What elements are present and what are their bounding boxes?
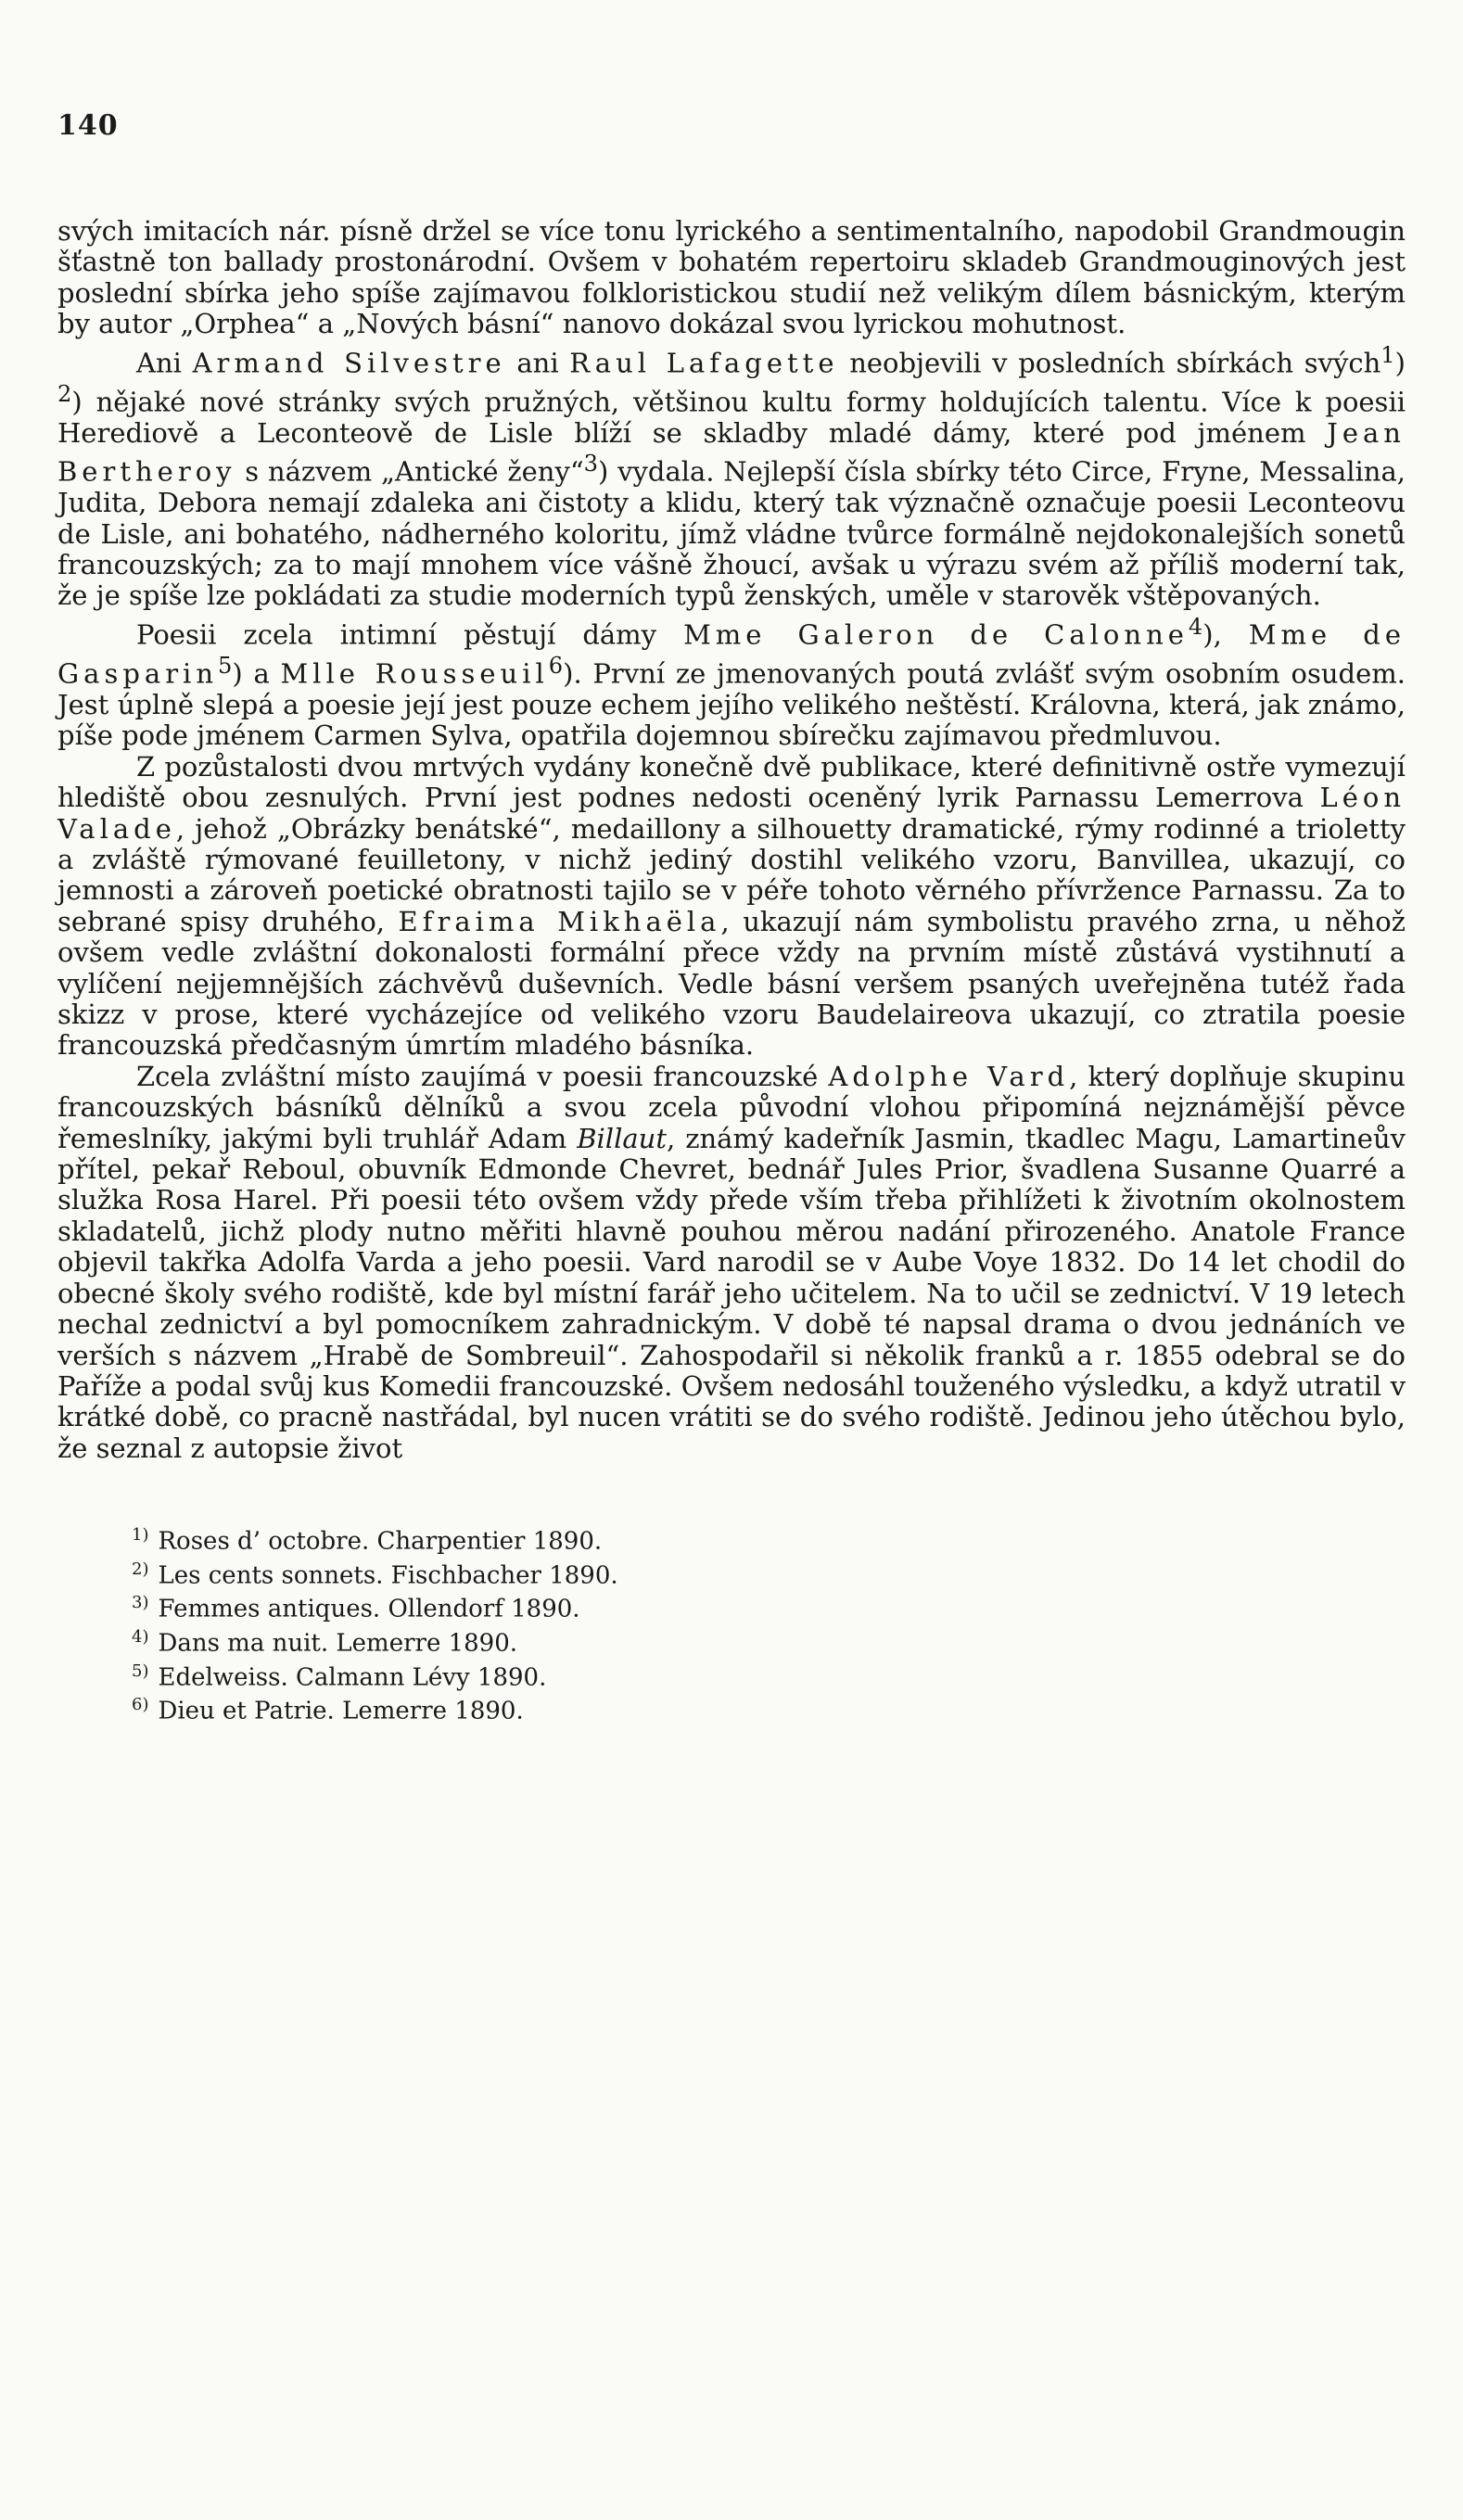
text-run: ) nějaké nové stránky svých pružných, většinou kultu formy holdujících talentu. Více k poesii Herediově a Leconteově de Lisle blíží se skladby mladé dámy, které pod jménem: [57, 386, 1406, 449]
footnote-mark: 1): [132, 1525, 149, 1546]
body-text: [57, 216, 1406, 1464]
author-name: Mlle Rousseuil: [280, 657, 549, 690]
text-run: , který doplňuje skupinu francouzských básníků dělníků a svou zcela původní vlohou připomíná nejznámější pěvce řemeslníky, jakými byli truhlář Adam: [57, 1060, 1406, 1154]
paragraph-2: [57, 340, 1406, 612]
text-run: , ukazují nám symbolistu pravého zrna, u něhož ovšem vedle zvláštní dokonalosti formální přece vždy na prvním místě zůstává vystihnutí a vylíčení nejjemnějších záchvěvů duševních. Vedle básní veršem psaných uveřejněna tutéž řada skizz v prose, které vycházejíce od velikého vzoru Baudelaireova ukazují, co ztratila poesie francouzská předčasným úmrtím mladého básníka.: [57, 905, 1406, 1062]
text-run: ). První ze jmenovaných poutá zvlášť svým osobním osudem. Jest úplně slepá a poesie její jest pouze echem jejího velikého neštěstí. Královna, která, jak známo, píše pode jménem Carmen Sylva, opatřila dojemnou sbírečku zajímavou předmluvou.: [57, 657, 1406, 752]
footnote-ref: 6: [548, 652, 564, 679]
text-run: Z pozůstalosti dvou mrtvých vydány konečně dvě publikace, které definitivně ostře vymezují hlediště obou zesnulých. První jest podnes nedosti oceněný lyrik Parnassu Lemerrova: [57, 750, 1406, 814]
footnote-5: [132, 1658, 1406, 1692]
footnote-4: [132, 1623, 1406, 1658]
footnote-text: Dieu et Patrie. Lemerre 1890.: [158, 1698, 524, 1726]
footnote-text: Dans ma nuit. Lemerre 1890.: [158, 1629, 518, 1658]
footnote-mark: 6): [132, 1695, 149, 1715]
author-name: Jean Bertheroy: [57, 416, 1406, 488]
footnote-3: [132, 1589, 1406, 1623]
paragraph-5: [57, 1062, 1406, 1464]
footnote-ref: 2: [57, 380, 72, 407]
text-run: s názvem „Antické ženy“: [235, 455, 584, 488]
footnote-ref: 1: [1380, 341, 1395, 368]
footnotes: [132, 1521, 1406, 1725]
text-run: ) vydala. Nejlepší čísla sbírky této Circe, Fryne, Messalina, Judita, Debora nemají zdaleka ani čistoty a klidu, který tak význačně označuje poesii Leconteovu de Lisle, ani bohatého, nádherného koloritu, jímž vládne tvůrce formálně nejdokonalejších sonetů francouzských; za to mají mnohem více vášně žhoucí, avšak u výrazu svém až příliš moderní tak, že je spíše lze pokládati za studie moderních typů ženských, uměle v starověk vštěpovaných.: [57, 455, 1406, 612]
footnote-text: Femmes antiques. Ollendorf 1890.: [158, 1596, 580, 1624]
footnote-mark: 5): [132, 1661, 149, 1681]
paragraph-3: [57, 612, 1406, 752]
paragraph-4: [57, 752, 1406, 1062]
footnote-1: [132, 1521, 1406, 1556]
footnote-text: Edelweiss. Calmann Lévy 1890.: [158, 1663, 547, 1692]
footnote-ref: 5: [218, 652, 233, 679]
paragraph-1: svých imitacích nár. písně držel se více tonu lyrického a sentimentalního, napodobil Grandmougin šťastně ton ballady prostonárodní. Ovšem v bohatém repertoiru skladeb Grandmouginových jest poslední sbírka jeho spíše zajímavou folkloristickou studií než velikým dílem básnickým, kterým by autor „Orphea“ a „Nových básní“ nanovo dokázal svou lyrickou mohutnost.: [57, 215, 1406, 340]
author-name: Armand Silvestre: [192, 347, 506, 379]
footnote-text: Les cents sonnets. Fischbacher 1890.: [158, 1561, 618, 1590]
text-run: neobjevili v posledních sbírkách svých: [838, 347, 1381, 379]
page-number: 140: [57, 109, 119, 142]
footnote-ref: 3: [583, 451, 599, 477]
text-run: Poesii zcela intimní pěstují dámy: [136, 618, 684, 651]
text-run: , jehož „Obrázky benátské“, medaillony a silhouetty dramatické, rýmy rodinné a trioletty a zvláště rýmované feuilletony, v nichž jediný dostihl velikého vzoru, Banvillea, ukazují, co jemnosti a zároveň poetické obratnosti tajilo se v péře tohoto věrného přívržence Parnassu. Za to sebrané spisy druhého,: [57, 812, 1406, 937]
author-name: Mme de Gasparin: [57, 618, 1406, 690]
footnote-6: [132, 1691, 1406, 1725]
text-run: ) a: [232, 657, 281, 690]
author-name: Léon Valade: [57, 782, 1406, 845]
footnote-text: Roses d’ octobre. Charpentier 1890.: [158, 1527, 603, 1556]
author-name: Raul Lafagette: [569, 347, 839, 379]
author-name: Adolphe Vard: [828, 1060, 1070, 1092]
footnote-2: [132, 1556, 1406, 1590]
text-run: ),: [1202, 618, 1249, 651]
text-run: Ani: [136, 347, 193, 379]
text-run: ): [1394, 347, 1406, 379]
text-run: Zcela zvláštní místo zaujímá v poesii francouzské: [136, 1060, 829, 1092]
footnote-mark: 2): [132, 1559, 149, 1579]
text-run: , známý kadeřník Jasmin, tkadlec Magu, Lamartineův přítel, pekař Reboul, obuvník Edmonde Chevret, bednář Jules Prior, švadlena Susanne Quarré a služka Rosa Harel. Při poesii této ovšem vždy přede vším třeba přihlížeti k životním okolnostem skladatelů, jichž plody nutno měřiti hlavně pouhou měrou nadání přirozeného. Anatole France objevil takřka Adolfa Varda a jeho poesii. Vard narodil se v Aube Voye 1832. Do 14 let chodil do obecné školy svého rodiště, kde byl místní farář jeho učitelem. Na to učil se zednictví. V 19 letech nechal zednictví a byl pomocníkem zahradnickým. V době té napsal drama o dvou jednáních ve verších s názvem „Hrabě de Sombreuil“. Zahospodařil si několik franků a r. 1855 odebral se do Paříže a podal svůj kus Komedii francouzské. Ovšem nedosáhl touženého výsledku, a když utratil v krátké době, co pracně nastřádal, byl nucen vrátiti se do svého rodiště. Jedinou jeho útěchou bylo, že seznal z autopsie život: [57, 1122, 1406, 1464]
author-name: Mme Galeron de Calonne: [683, 618, 1189, 651]
author-name: Efraima Mikhaëla: [398, 905, 721, 937]
text-run: ani: [505, 347, 570, 379]
footnote-mark: 3): [132, 1593, 149, 1613]
footnote-mark: 4): [132, 1627, 149, 1648]
italic-name: Billaut: [577, 1122, 667, 1154]
footnote-ref: 4: [1188, 613, 1203, 640]
